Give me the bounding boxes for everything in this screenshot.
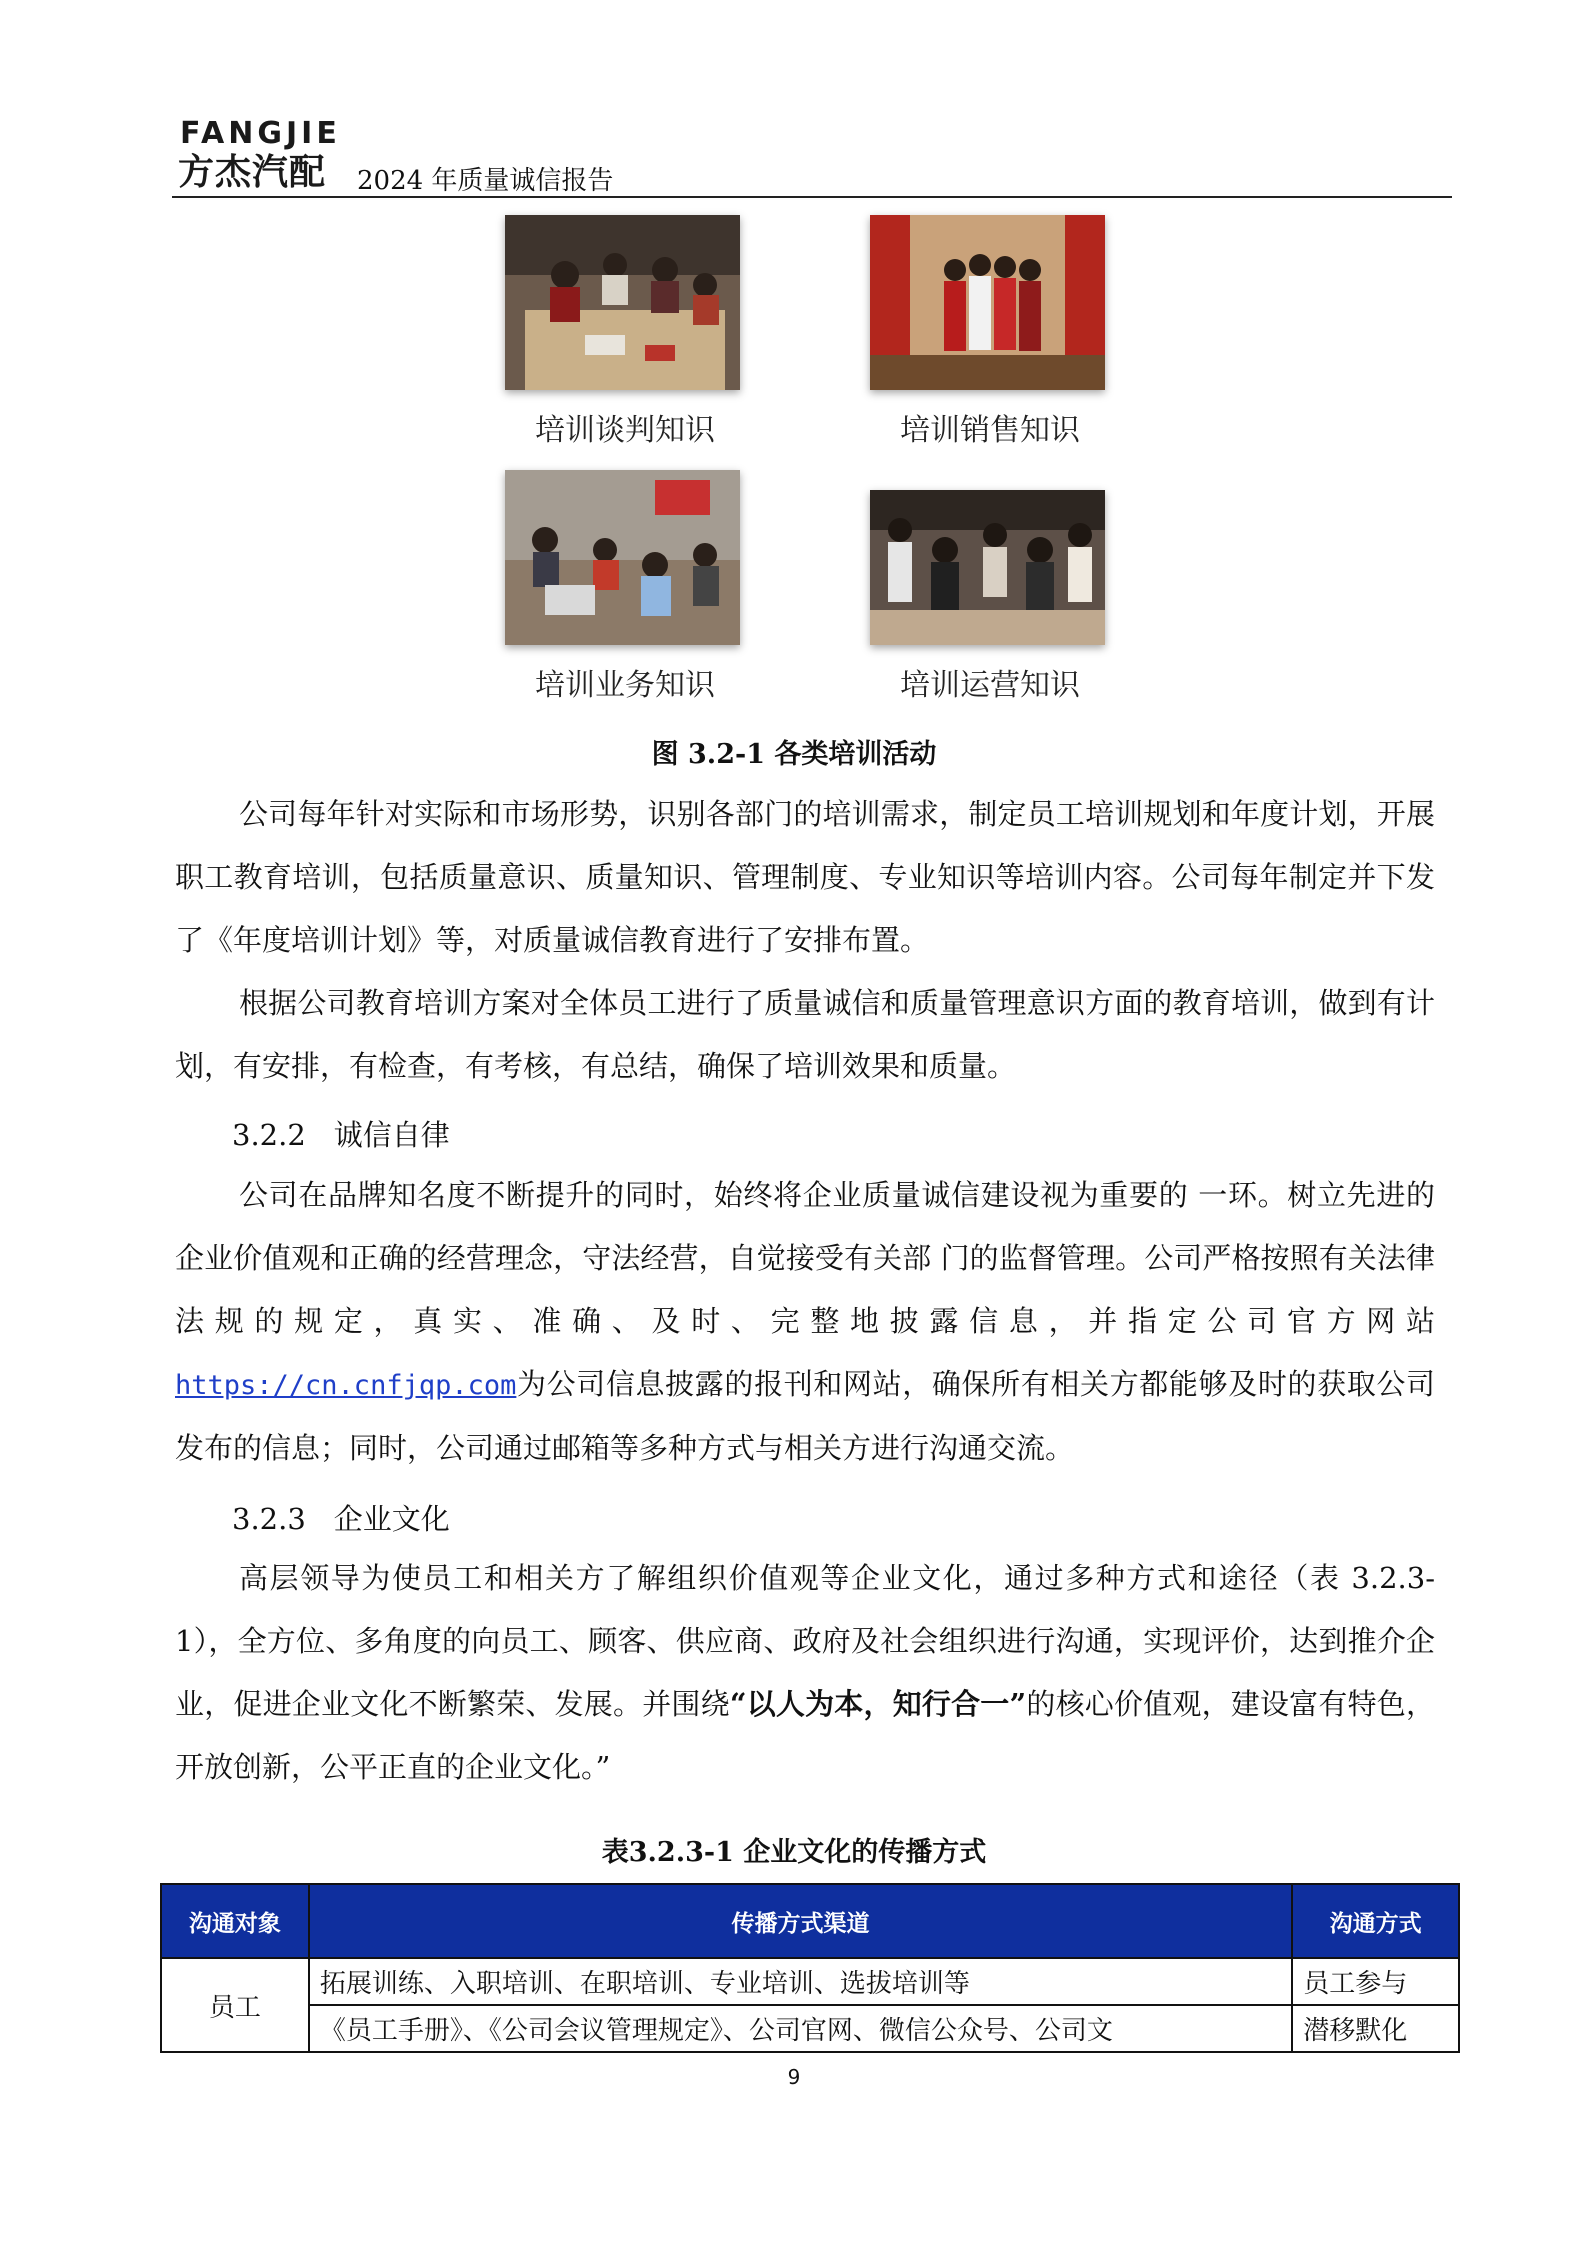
core-values-text: “以人为本，知行合一”: [729, 1687, 1027, 1721]
paragraph-culture: [175, 1547, 1435, 1799]
photo-caption-negotiation: 培训谈判知识: [535, 413, 715, 448]
company-logo-cn: 方杰汽配: [178, 152, 327, 193]
table-cell-method: 员工参与: [1292, 1958, 1459, 2005]
section-number: 3.2.2: [232, 1118, 306, 1152]
photo-negotiation-training: [505, 215, 740, 390]
paragraph-training-plan: 公司每年针对实际和市场形势，识别各部门的培训需求，制定员工培训规划和年度计划，开展职工教育培训，包括质量意识、质量知识、管理制度、专业知识等培训内容。公司每年制定并下发了《年度培训计划》等，对质量诚信教育进行了安排布置。: [175, 797, 1435, 957]
paragraph-training-scheme: 根据公司教育培训方案对全体员工进行了质量诚信和质量管理意识方面的教育培训，做到有计划，有安排，有检查，有考核，有总结，确保了培训效果和质量。: [175, 986, 1435, 1083]
table-cell-channel: 拓展训练、入职培训、在职培训、专业培训、选拔培训等: [309, 1958, 1292, 2005]
photo-caption-business: 培训业务知识: [535, 668, 715, 703]
paragraph-integrity: [175, 1164, 1435, 1480]
table-header-row: [161, 1884, 1459, 1958]
section-heading-integrity: [232, 1113, 450, 1154]
photo-caption-operations: 培训运营知识: [900, 668, 1080, 703]
page-number: 9: [787, 2065, 801, 2089]
official-website-link[interactable]: https://cn.cnfjqp.com: [175, 1370, 517, 1401]
table-header-cell: 沟通方式: [1292, 1884, 1459, 1958]
company-logo-en: FANGJIE: [180, 116, 341, 151]
section-title: 诚信自律: [333, 1118, 450, 1152]
culture-communication-table: [160, 1883, 1460, 2053]
table-row: [161, 1958, 1459, 2005]
table-title: 表3.2.3-1 企业文化的传播方式: [601, 1837, 987, 1868]
photo-business-training: [505, 470, 740, 645]
paragraph-text: 公司在品牌知名度不断提升的同时，始终将企业质量诚信建设视为重要的 一环。树立先进的企业价值观和正确的经营理念，守法经营，自觉接受有关部 门的监督管理。公司严格按照有关法律法规的规定，真实、准确、及时、完整地披露信息，并指定公司官方网站: [175, 1178, 1435, 1338]
table-row: [161, 2005, 1459, 2052]
paragraph-text: 的核心价值观，建设富有特色，开放创新，公平正直的企业文化。”: [175, 1687, 1435, 1784]
table-header-cell: 传播方式渠道: [309, 1884, 1292, 1958]
photo-operations-training: [870, 490, 1105, 645]
table-cell-audience: 员工: [161, 1958, 309, 2052]
paragraph-text: 高层领导为使员工和相关方了解组织价值观等企业文化，通过多种方式和途径（表 3.2.3-1），全方位、多角度的向员工、顾客、供应商、政府及社会组织进行沟通，实现评价，达到推介企业，促进企业文化不断繁荣、发展。并围绕: [175, 1561, 1435, 1721]
page-header: [172, 110, 1452, 198]
figure-title: 图 3.2-1 各类培训活动: [651, 739, 937, 770]
photo-caption-sales: 培训销售知识: [900, 413, 1080, 448]
section-title: 企业文化: [333, 1502, 450, 1536]
section-number: 3.2.3: [232, 1502, 306, 1536]
table-header-cell: 沟通对象: [161, 1884, 309, 1958]
paragraph-text: 为公司信息披露的报刊和网站，确保所有相关方都能够及时的获取公司发布的信息；同时，公司通过邮箱等多种方式与相关方进行沟通交流。: [175, 1367, 1435, 1465]
photo-sales-training: [870, 215, 1105, 390]
table-cell-method: 潜移默化: [1292, 2005, 1459, 2052]
report-title: 2024 年质量诚信报告: [357, 166, 614, 196]
section-heading-culture: [232, 1497, 450, 1538]
table-cell-channel: 《员工手册》、《公司会议管理规定》、公司官网、微信公众号、公司文: [309, 2005, 1292, 2052]
